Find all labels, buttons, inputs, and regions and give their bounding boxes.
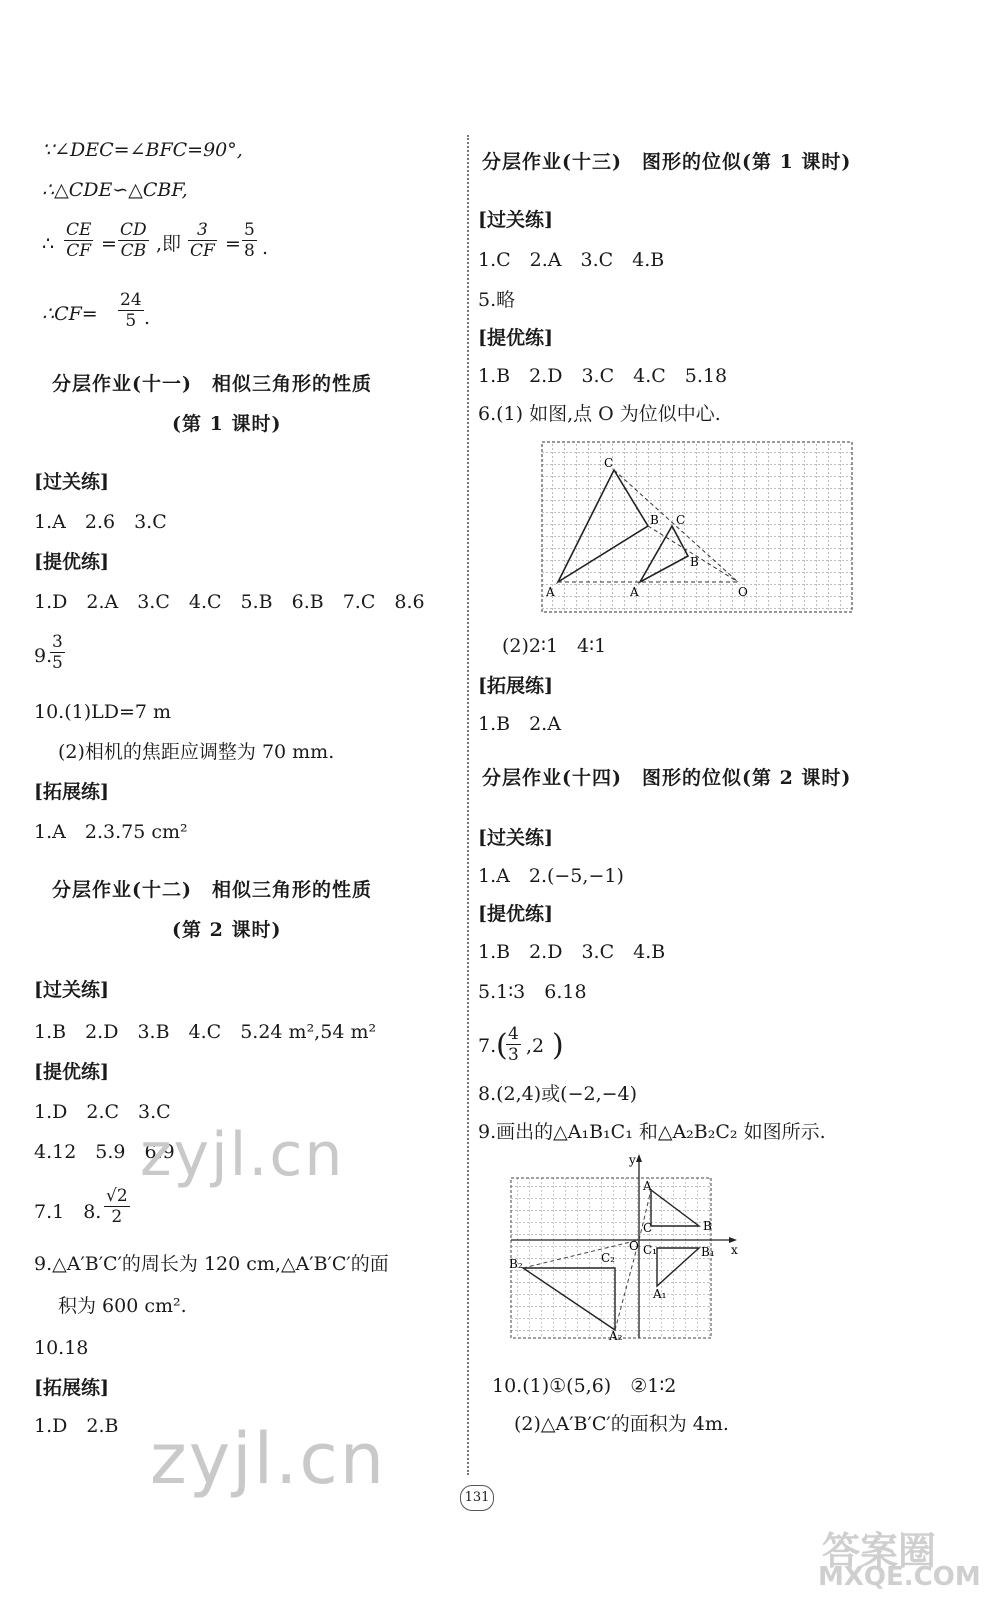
- label-c-prime: C: [676, 513, 686, 527]
- fraction-sqrt2-2: [104, 1186, 130, 1227]
- label-b: B: [703, 1219, 712, 1233]
- denominator: CB: [120, 241, 147, 261]
- label-c1: C₁: [643, 1243, 657, 1257]
- numerator: 24: [120, 290, 142, 310]
- label-a2: A₂: [609, 1329, 623, 1342]
- answer-10-2: (2)相机的焦距应调整为 70 mm.: [58, 741, 335, 763]
- denominator: CF: [190, 241, 215, 261]
- answer-6-2: (2)2∶1 4∶1: [502, 635, 607, 657]
- answers-tiyou-2: 5.1∶3 6.18: [478, 981, 587, 1003]
- ji-text: ,即: [156, 233, 182, 255]
- answer-7-y: ,2: [526, 1035, 545, 1057]
- equals-sign: =: [225, 233, 241, 255]
- heading-guoguan: [过关练]: [34, 471, 109, 493]
- heading-guoguan: [过关练]: [478, 827, 553, 849]
- answer-10-1: 10.(1)LD=7 m: [34, 701, 172, 723]
- label-c: C: [643, 1221, 653, 1235]
- paren-close: ): [552, 1028, 564, 1063]
- numerator: CE: [66, 220, 92, 240]
- denominator: CF: [66, 241, 92, 261]
- equals-sign: =: [101, 233, 117, 255]
- fraction-24-5: [118, 290, 144, 331]
- fraction-4-3: [506, 1024, 521, 1065]
- fraction-3-cf: [188, 220, 217, 261]
- label-a-prime: A: [630, 585, 639, 599]
- homothety-figure-1: [540, 440, 854, 614]
- proof-line-2: ∴△CDE∽△CBF,: [42, 179, 188, 201]
- label-o: O: [738, 585, 748, 599]
- answer-10-1: 10.(1)①(5,6) ②1∶2: [492, 1375, 677, 1397]
- answers-tuozhan: 1.B 2.A: [478, 713, 561, 735]
- numerator: √2: [106, 1186, 128, 1206]
- label-a1: A₁: [653, 1287, 667, 1301]
- watermark-daanquan: 答案圈: [822, 1529, 937, 1573]
- section-12-subtitle: (第 2 课时): [172, 919, 282, 941]
- cf-equals: ∴CF=: [42, 303, 98, 325]
- answer-7-8: 7.1 8.: [34, 1201, 102, 1223]
- period: .: [262, 237, 269, 259]
- denominator: 3: [508, 1045, 519, 1065]
- heading-tuozhan: [拓展练]: [478, 675, 553, 697]
- fraction-3-5: [50, 632, 65, 673]
- label-b1: B₁: [701, 1245, 715, 1259]
- page-number: 131: [460, 1485, 494, 1511]
- label-b-prime: B: [690, 555, 699, 569]
- label-y: y: [629, 1153, 636, 1167]
- label-a: A: [643, 1179, 652, 1193]
- grid: [542, 442, 852, 612]
- denominator: 5: [52, 653, 63, 673]
- watermark-zyjl-2: zyjl.cn: [150, 1418, 387, 1500]
- numerator: 4: [508, 1024, 519, 1044]
- denominator: 2: [111, 1207, 123, 1227]
- answer-7-label: 7.: [478, 1035, 497, 1057]
- answers-guoguan: 1.C 2.A 3.C 4.B: [478, 249, 665, 271]
- paren-open: (: [496, 1028, 508, 1063]
- answers-tiyou-2: 4.12 5.9 6.9: [34, 1141, 175, 1163]
- label-c2: C₂: [601, 1251, 615, 1265]
- heading-tuozhan: [拓展练]: [34, 781, 109, 803]
- numerator: 3: [52, 632, 63, 652]
- label-b2: B₂: [509, 1257, 523, 1271]
- heading-tiyou: [提优练]: [478, 903, 553, 925]
- heading-tiyou: [提优练]: [34, 551, 109, 573]
- fraction-cd-cb: [118, 220, 149, 261]
- y-axis-arrow: [636, 1154, 642, 1162]
- fraction-5-8: [242, 220, 257, 261]
- answers-guoguan: 1.B 2.D 3.B 4.C 5.24 m²,54 m²: [34, 1021, 377, 1043]
- answer-9: 9.画出的△A₁B₁C₁ 和△A₂B₂C₂ 如图所示.: [478, 1121, 826, 1143]
- section-11-title: 分层作业(十一) 相似三角形的性质: [52, 373, 372, 395]
- answers-guoguan: 1.A 2.6 3.C: [34, 511, 167, 533]
- proof-line-1: ∵∠DEC=∠BFC=90°,: [42, 139, 243, 161]
- answers-tuozhan: 1.A 2.3.75 cm²: [34, 821, 188, 843]
- watermark-mxqe: MXQE.COM: [818, 1562, 981, 1592]
- heading-guoguan: [过关练]: [478, 209, 553, 231]
- column-divider: [467, 135, 469, 1475]
- answer-6-1: 6.(1) 如图,点 O 为位似中心.: [478, 403, 721, 425]
- section-14-title: 分层作业(十四) 图形的位似(第 2 课时): [482, 767, 852, 789]
- answer-8: 8.(2,4)或(−2,−4): [478, 1083, 638, 1105]
- section-13-title: 分层作业(十三) 图形的位似(第 1 课时): [482, 151, 852, 173]
- answer-9-label: 9.: [34, 645, 53, 667]
- answers-tiyou-1: 1.D 2.C 3.C: [34, 1101, 171, 1123]
- answer-10-2: (2)△A′B′C′的面积为 4m.: [514, 1413, 729, 1435]
- homothety-figure-2: [505, 1150, 745, 1342]
- numerator: 3: [188, 220, 217, 241]
- answers-tiyou-1: 1.B 2.D 3.C 4.B: [478, 941, 666, 963]
- section-11-subtitle: (第 1 课时): [172, 413, 282, 435]
- answers-tuozhan: 1.D 2.B: [34, 1415, 119, 1437]
- label-a: A: [546, 585, 555, 599]
- label-c: C: [604, 456, 614, 470]
- answer-5: 5.略: [478, 289, 516, 311]
- denominator: 8: [244, 241, 255, 261]
- heading-tuozhan: [拓展练]: [34, 1377, 109, 1399]
- period: .: [144, 307, 151, 329]
- heading-tiyou: [提优练]: [34, 1061, 109, 1083]
- label-o: O: [629, 1239, 639, 1253]
- section-12-title: 分层作业(十二) 相似三角形的性质: [52, 879, 372, 901]
- answer-10: 10.18: [34, 1337, 89, 1359]
- answer-9-line-1: 9.△A′B′C′的周长为 120 cm,△A′B′C′的面: [34, 1253, 389, 1275]
- watermark-zyjl-1: zyjl.cn: [140, 1120, 345, 1190]
- heading-tiyou: [提优练]: [478, 327, 553, 349]
- denominator: 5: [125, 311, 137, 331]
- numerator: CD: [120, 220, 147, 240]
- numerator: 5: [244, 220, 255, 240]
- answers-tiyou: 1.B 2.D 3.C 4.C 5.18: [478, 365, 728, 387]
- therefore-symbol: ∴: [42, 233, 55, 255]
- heading-guoguan: [过关练]: [34, 979, 109, 1001]
- fraction-ce-cf: [64, 220, 93, 261]
- answers-tiyou: 1.D 2.A 3.C 4.C 5.B 6.B 7.C 8.6: [34, 591, 425, 613]
- answer-9-line-2: 积为 600 cm².: [58, 1295, 187, 1317]
- label-b: B: [650, 513, 659, 527]
- label-x: x: [731, 1243, 738, 1257]
- answers-guoguan: 1.A 2.(−5,−1): [478, 865, 624, 887]
